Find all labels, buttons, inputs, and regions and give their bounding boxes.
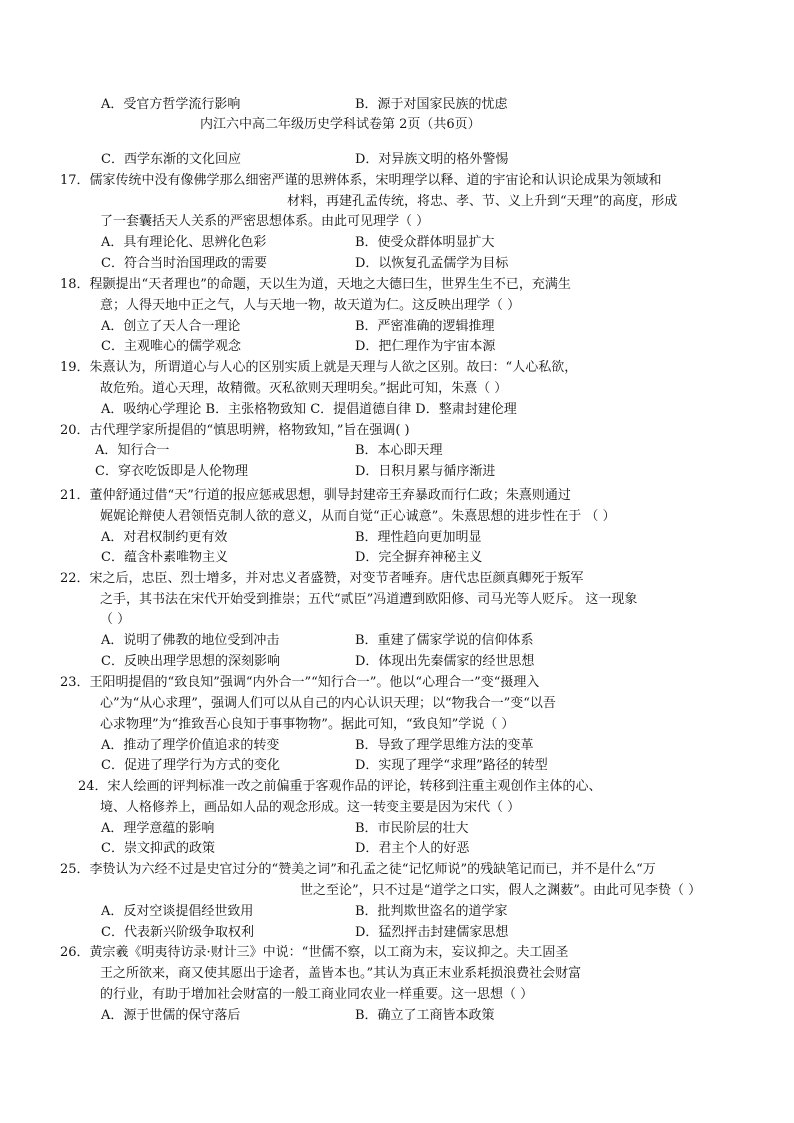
q22-stem-2: 之手，其书法在宋代开始受到推崇；五代“贰臣”冯道遭到欧阳修、司马光等人贬斥。 这一现象 (100, 592, 638, 607)
q26-stem-3: 的行业，有助于增加社会财富的一般工商业同农业一样重要。这一思想（ ） (100, 987, 534, 1002)
q22-option-d: D．体现出先秦儒家的经世思想 (355, 654, 535, 669)
option-d-prev: D．对异族文明的格外警惕 (355, 152, 509, 167)
q23-stem-1: 23．王阳明提倡的“致良知”强调“内外合一”“知行合一”。他以“心理合一”变“摄理入 (60, 675, 540, 690)
q17-stem-1: 17．儒家传统中没有像佛学那么细密严谨的思辨体系，宋明理学以释、道的宇宙论和认识论成果为领域和 (60, 173, 662, 188)
q23-stem-2: 心”为“从心求理”，强调人们可以从自己的内心认识天理；以“物我合一”变“以吾 (100, 696, 556, 711)
q17-option-c: C．符合当时治国理政的需要 (101, 256, 267, 271)
q17-option-b: B．使受众群体明显扩大 (355, 235, 495, 250)
page-header: 内江六中高二年级历史学科试卷第 2页（共6页） (200, 117, 481, 132)
q25-option-d: D．猛烈抨击封建儒家思想 (355, 925, 509, 940)
q21-option-d: D．完全摒弃神秘主义 (355, 550, 483, 565)
q17-stem-3: 了一套囊括天人关系的严密思想体系。由此可见理学（ ） (100, 214, 430, 229)
q21-option-a: A．对君权制约更有效 (101, 530, 228, 545)
q24-option-c: C．崇文抑武的政策 (101, 841, 215, 856)
q23-option-c: C．促进了理学行为方式的变化 (101, 758, 280, 773)
q24-stem-2: 境、人格修养上，画品如人品的观念形成。这一转变主要是因为宋代（ ） (100, 800, 521, 815)
q26-stem-2: 王之所欲来，商又使其愿出于途者，盖皆本也。”其认为真正末业系耗损浪费社会财富 (100, 966, 582, 981)
q23-option-b: B．导致了理学思维方法的变革 (355, 738, 534, 753)
q22-option-b: B．重建了儒家学说的信仰体系 (355, 633, 534, 648)
q18-option-d: D．把仁理作为宇宙本源 (355, 339, 496, 354)
q18-option-a: A．创立了天人合一理论 (101, 319, 241, 334)
q25-option-b: B．批判欺世盗名的道学家 (355, 904, 508, 919)
q24-option-d: D．君主个人的好恶 (355, 841, 470, 856)
q25-stem-2: 世之至论”，只不过是“道学之口实，假人之渊薮”。由此可见李贽（ ） (300, 883, 702, 898)
option-a-prev: A．受官方哲学流行影响 (101, 97, 241, 112)
q18-option-b: B．严密准确的逻辑推理 (355, 319, 495, 334)
q22-stem-1: 22．宋之后，忠臣、烈士增多，并对忠义者盛赞，对变节者唾弃。唐代忠臣颜真卿死于叛军 (60, 571, 584, 586)
q25-option-c: C．代表新兴阶级争取权利 (101, 925, 254, 940)
q17-option-a: A．具有理论化、思辨化色彩 (101, 235, 267, 250)
q23-option-d: D．实现了理学“求理”路径的转型 (355, 758, 548, 773)
q22-option-c: C．反映出理学思想的深刻影响 (101, 654, 280, 669)
q24-option-a: A．理学意蕴的影响 (101, 821, 215, 836)
option-c-prev: C．西学东渐的文化回应 (101, 152, 241, 167)
q19-stem-1: 19．朱熹认为，所谓道心与人心的区别实质上就是天理与人欲之区别。故曰：“人心私欲， (60, 360, 578, 375)
q21-stem-2: 娓娓论辩使人君领悟克制人欲的意义，从而自觉“正心诚意”。朱熹思想的进步性在于 （ ） (100, 509, 616, 524)
q23-option-a: A．推动了理学价值追求的转变 (101, 738, 280, 753)
q20-option-a: A．知行合一 (95, 443, 170, 458)
q25-stem-1: 25．李贽认为六经不过是史官过分的“赞美之词”和孔孟之徒“记忆师说”的残缺笔记而已，并不是什么“万 (60, 862, 656, 877)
q21-stem-1: 21．董仲舒通过借“天”行道的报应惩戒思想，驯导封建帝王弃暴政而行仁政；朱熹则通过 (60, 488, 571, 503)
q20-option-c: C．穿衣吃饭即是人伦物理 (95, 464, 248, 479)
q22-stem-3: （ ） (100, 612, 131, 627)
q18-option-c: C．主观唯心的儒学观念 (101, 339, 241, 354)
q26-option-b: B．确立了工商皆本政策 (355, 1008, 495, 1023)
q24-option-b: B．市民阶层的壮大 (355, 821, 469, 836)
q19-stem-2: 故危殆。道心天理，故精微。灭私欲则天理明矣。”据此可知，朱熹（ ） (100, 381, 508, 396)
q17-option-d: D．以恢复孔孟儒学为目标 (355, 256, 509, 271)
q20-stem: 20．古代理学家所提倡的“慎思明辨，格物致知，”旨在强调( ) (60, 423, 410, 438)
q22-option-a: A．说明了佛教的地位受到冲击 (101, 633, 280, 648)
q26-stem-1: 26．黄宗羲《明夷待访录·财计三》中说：“世儒不察，以工商为末，妄议抑之。夫工固圣 (60, 945, 569, 960)
q25-option-a: A．反对空谈提倡经世致用 (101, 904, 254, 919)
q21-option-b: B．理性趋向更加明显 (355, 530, 482, 545)
q18-stem-2: 意；人得天地中正之气，人与天地一物，故天道为仁。这反映出理学（ ） (100, 298, 521, 313)
q18-stem-1: 18．程颢提出“天者理也”的命题，天以生为道，天地之大德曰生，世界生生不已，充满生 (60, 277, 571, 292)
option-b-prev: B．源于对国家民族的忧虑 (355, 97, 508, 112)
q20-option-d: D．日积月累与循序渐进 (355, 464, 496, 479)
q26-option-a: A．源于世儒的保守落后 (101, 1008, 241, 1023)
q19-options: A．吸纳心学理论 B．主张格物致知 C．提倡道德自律 D．整肃封建伦理 (101, 402, 517, 417)
q17-stem-2: 材料，再建孔孟传统，将忠、孝、节、义上升到“天理”的高度，形成 (287, 194, 678, 209)
q21-option-c: C．蕴含朴素唯物主义 (101, 550, 228, 565)
q23-stem-3: 心求物理”为“推致吾心良知于事事物物”。据此可知，“致良知”学说（ ） (100, 717, 515, 732)
q24-stem-1: 24．宋人绘画的评判标准一改之前偏重于客观作品的评论，转移到注重主观创作主体的心、 (78, 779, 602, 794)
q20-option-b: B．本心即天理 (355, 443, 443, 458)
